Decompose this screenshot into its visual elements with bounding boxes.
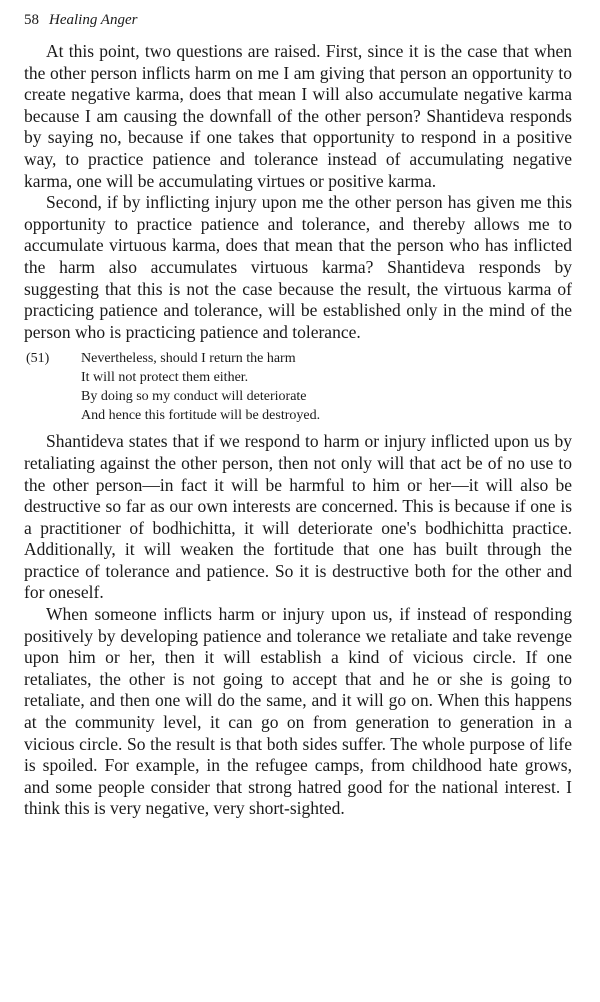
paragraph-two-questions: At this point, two questions are raised. First, since it is the case that when the other person inflicts harm on me I am giving that person an opportunity to create negative karma, does that mean I will also accumulate negative karma because I am causing the downfall of the other person? Shantideva responds by saying no, because if one takes that opportunity to respond in a positive way, to practice patience and tolerance instead of accumulating negative karma, one will be accumulating virtues or positive karma. xyxy=(24,41,572,191)
paragraph-retaliation: Shantideva states that if we respond to harm or injury inflicted upon us by retaliating against the other person, then not only will that act be of no use to the other person—in fact it will be harmful to him or her—it will also be destructive so far as our own interests are concerned. This is because if one is a practitioner of bodhichitta, it will deteriorate one's bodhichitta practice. Additionally, it will weaken the fortitude that one has built through the practice of tolerance and patience. So it is destructive both for the other and for oneself. xyxy=(24,431,572,603)
page-number: 58 xyxy=(24,12,39,28)
verse-block xyxy=(24,349,572,425)
verse-line: And hence this fortitude will be destroyed. xyxy=(81,408,321,424)
verse-line: By doing so my conduct will deteriorate xyxy=(81,389,307,405)
verse-line: It will not protect them either. xyxy=(81,370,249,386)
running-title: Healing Anger xyxy=(49,12,138,28)
verse-lines xyxy=(81,349,320,425)
verse-line: Nevertheless, should I return the harm xyxy=(81,351,296,367)
running-header xyxy=(24,12,572,29)
verse-number: (51) xyxy=(26,351,50,367)
paragraph-vicious-circle: When someone inflicts harm or injury upon us, if instead of responding positively by developing patience and tolerance we retaliate and take revenge upon him or her, then it will establish a kind of vicious circle. If one retaliates, the other is not going to accept that and he or she is going to retaliate, and then one will do the same, and it will go on. When this happens at the community level, it can go on from generation to generation in a vicious circle. So the result is that both sides suffer. The whole purpose of life is spoiled. For example, in the refugee camps, from childhood hate grows, and some people consider that strong hatred good for the national interest. I think this is very negative, very short-sighted. xyxy=(24,604,572,819)
paragraph-second-question: Second, if by inflicting injury upon me the other person has given me this opportunity to practice patience and tolerance, and thereby allows me to accumulate virtuous karma, does that mean that the person who has inflicted the harm also accumulates virtuous karma? Shantideva responds by suggesting that this is not the case because the result, the virtuous karma of practicing patience and tolerance, will be established only in the mind of the person who is practicing patience and tolerance. xyxy=(24,192,572,342)
